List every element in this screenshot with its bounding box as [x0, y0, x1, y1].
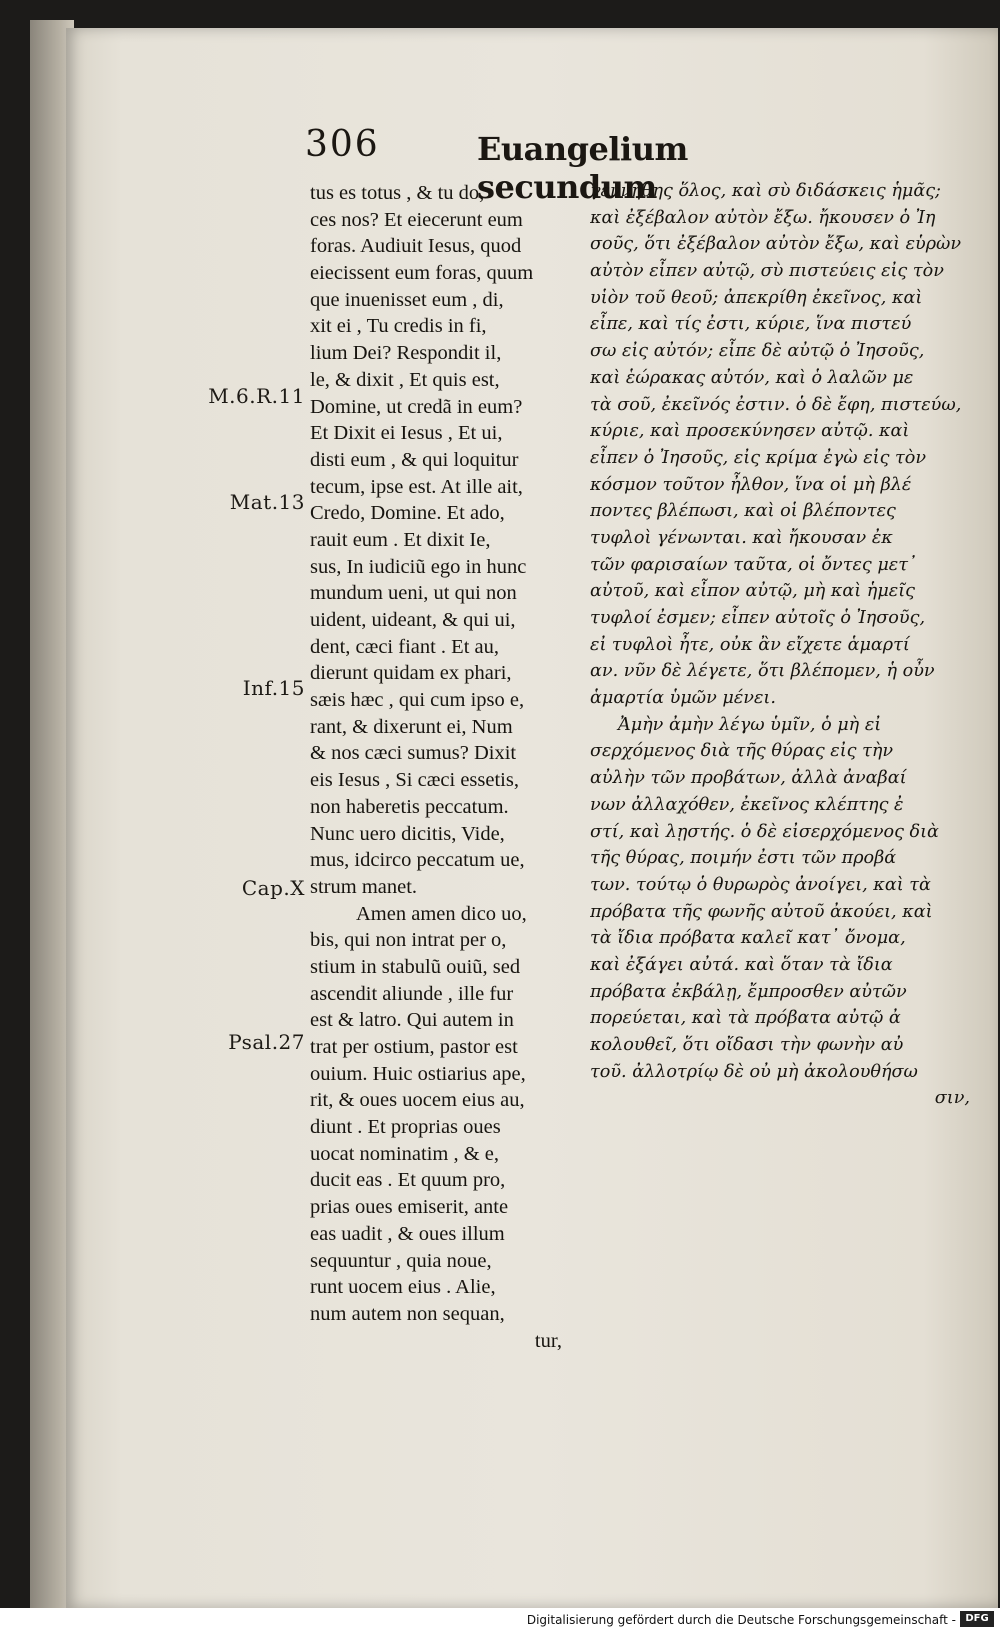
latin-line: tur, [534, 1329, 562, 1352]
latin-line: runt uocem eius . Alie, [310, 1276, 496, 1299]
margin-note: M.6.R.11 [208, 384, 305, 408]
page-number: 306 [305, 124, 380, 165]
greek-line: πορεύεται, καὶ τὰ πρόβατα αὐτῷ ἀ [590, 1008, 901, 1029]
latin-line: & nos cæci sumus? Dixit [310, 742, 517, 765]
greek-line: καὶ ἑώρακας αὐτόν, καὶ ὁ λαλῶν με [590, 367, 914, 388]
latin-line: ces nos? Et eiecerunt eum [310, 208, 523, 231]
latin-line: le, & dixit , Et quis est, [310, 368, 500, 391]
latin-line: num autem non sequan, [310, 1302, 505, 1325]
running-title: Euangelium secundum [477, 130, 688, 206]
funding-note: Digitalisierung gefördert durch die Deutsche Forschungsgemeinschaft - [526, 1613, 956, 1627]
latin-line: tecum, ipse est. At ille ait, [310, 475, 523, 498]
greek-line: στί, καὶ λῃστής. ὁ δὲ εἰσερχόμενος διὰ [590, 821, 939, 842]
latin-line: Et Dixit ei Iesus , Et ui, [310, 422, 503, 445]
greek-line: τῶν φαρισαίων ταῦτα, οἱ ὄντες μετ᾽ [590, 554, 917, 575]
latin-line: non haberetis peccatum. [310, 795, 509, 818]
latin-line: mundum ueni, ut qui non [310, 582, 517, 605]
latin-line: eas uadit , & oues illum [310, 1222, 505, 1245]
latin-line: tus es totus , & tu do, [310, 182, 485, 204]
greek-line: τὰ ἴδια πρόβατα καλεῖ κατ᾽ ὄνομα, [590, 928, 906, 949]
greek-column [590, 178, 970, 1112]
greek-line: τυφλοὶ γένωνται. καὶ ἤκουσαν ἐκ [590, 527, 893, 548]
greek-line: τὰ σοῦ, ἐκεῖνός ἐστιν. ὁ δὲ ἔφη, πιστεύω, [590, 394, 962, 415]
greek-line: σοῦς, ὅτι ἐξέβαλον αὐτὸν ἔξω, καὶ εὑρὼν [590, 234, 962, 255]
greek-line: Ἀμὴν ἀμὴν λέγω ὑμῖν, ὁ μὴ εἰ [618, 714, 882, 735]
margin-note: Mat.13 [229, 490, 305, 514]
latin-line: que inuenisset eum , di, [310, 288, 504, 311]
latin-line: rit, & oues uocem eius au, [310, 1089, 525, 1112]
greek-line: τῆς θύρας, ποιμήν ἐστι τῶν προβά [590, 848, 897, 869]
latin-line: rauit eum . Et dixit Ie, [310, 528, 491, 551]
greek-line: των. τούτῳ ὁ θυρωρὸς ἀνοίγει, καὶ τὰ [590, 874, 931, 895]
latin-line: foras. Audiuit Iesus, quod [310, 235, 522, 258]
latin-line: est & latro. Qui autem in [310, 1009, 514, 1032]
latin-line: Domine, ut credã in eum? [310, 395, 523, 418]
greek-line: εἶπεν ὁ Ἰησοῦς, εἰς κρίμα ἐγὼ εἰς τὸν [590, 447, 927, 468]
latin-line: sus, In iudiciũ ego in hunc [310, 555, 527, 578]
greek-line: γεννήθης ὅλος, καὶ σὺ διδάσκεις ἡμᾶς; [590, 181, 941, 201]
latin-line: dent, cæci fiant . Et au, [310, 635, 499, 658]
margin-note: Inf.15 [242, 676, 305, 700]
latin-line: sequuntur , quia noue, [310, 1249, 492, 1272]
greek-line: τοῦ. ἀλλοτρίῳ δὲ οὐ μὴ ἀκολουθήσω [590, 1061, 918, 1082]
greek-line: καὶ ἐξέβαλον αὐτὸν ἔξω. ἤκουσεν ὁ Ἰη [590, 207, 936, 228]
greek-line: κολουθεῖ, ὅτι οἴδασι τὴν φωνὴν αὐ [590, 1035, 904, 1055]
margin-note: Psal.27 [228, 1030, 305, 1054]
latin-line: sæis hæc , qui cum ipso e, [310, 689, 525, 712]
greek-line: σω εἰς αὐτόν; εἶπε δὲ αὐτῷ ὁ Ἰησοῦς, [590, 341, 925, 362]
greek-line: αὐτοῦ, καὶ εἶπον αὐτῷ, μὴ καὶ ἡμεῖς [590, 581, 915, 602]
greek-line: νων ἀλλαχόθεν, ἐκεῖνος κλέπτης ἐ [590, 794, 904, 815]
margin-note: Cap.X [241, 876, 305, 900]
latin-line: bis, qui non intrat per o, [310, 929, 507, 952]
latin-line: trat per ostium, pastor est [310, 1036, 518, 1058]
greek-line: κύριε, καὶ προσεκύνησεν αὐτῷ. καὶ [590, 421, 910, 442]
digitization-footer [0, 1608, 1000, 1632]
latin-line: ouium. Huic ostiarius ape, [310, 1062, 526, 1085]
latin-line: xit ei , Tu credis in fi, [310, 315, 487, 338]
greek-line: εἰ τυφλοὶ ἦτε, οὐκ ἂν εἴχετε ἁμαρτί [590, 634, 910, 655]
greek-line: κόσμον τοῦτον ἦλθον, ἵνα οἱ μὴ βλέ [590, 474, 912, 495]
latin-line: eiecissent eum foras, quum [310, 262, 534, 285]
greek-line: αν. νῦν δὲ λέγετε, ὅτι βλέπομεν, ἡ οὖν [590, 661, 935, 682]
greek-line: ἁμαρτία ὑμῶν μένει. [590, 688, 776, 709]
greek-line: υἱὸν τοῦ θεοῦ; ἀπεκρίθη ἐκεῖνος, καὶ [590, 287, 923, 308]
latin-line: mus, idcirco peccatum ue, [310, 849, 525, 872]
latin-line: prias oues emiserit, ante [310, 1196, 509, 1219]
latin-line: ascendit aliunde , ille fur [310, 982, 514, 1005]
latin-line: ducit eas . Et quum pro, [310, 1169, 506, 1192]
latin-line: disti eum , & qui loquitur [310, 448, 519, 471]
greek-line: πρόβατα ἐκβάλῃ, ἔμπροσθεν αὐτῶν [590, 981, 907, 1002]
latin-line: strum manet. [310, 875, 418, 898]
latin-column [310, 180, 562, 1354]
greek-line: αὐτὸν εἶπεν αὐτῷ, σὺ πιστεύεις εἰς τὸν [590, 261, 944, 282]
latin-line: dierunt quidam ex phari, [310, 662, 512, 685]
latin-line: rant, & dixerunt ei, Num [310, 715, 513, 738]
latin-line: Amen amen dico uo, [356, 902, 527, 925]
greek-line: εἶπε, καὶ τίς ἐστι, κύριε, ἵνα πιστεύ [590, 314, 912, 335]
latin-line: eis Iesus , Si cæci essetis, [310, 769, 519, 792]
greek-line: αὐλὴν τῶν προβάτων, ἀλλὰ ἀναβαί [590, 768, 907, 789]
latin-line: diunt . Et proprias oues [310, 1116, 501, 1139]
latin-line: stium in stabulũ ouiũ, sed [310, 955, 521, 978]
latin-line: uident, uideant, & qui ui, [310, 609, 516, 631]
greek-line: καὶ ἐξάγει αὐτά. καὶ ὅταν τὰ ἴδια [590, 954, 893, 975]
latin-line: Nunc uero dicitis, Vide, [310, 822, 505, 845]
greek-line: σιν, [934, 1088, 970, 1109]
greek-line: πρόβατα τῆς φωνῆς αὐτοῦ ἀκούει, καὶ [590, 901, 933, 922]
latin-line: Credo, Domine. Et ado, [310, 502, 505, 525]
dfg-logo-icon: DFG [960, 1611, 994, 1627]
greek-line: ποντες βλέπωσι, καὶ οἱ βλέποντες [590, 501, 896, 522]
latin-line: uocat nominatim , & e, [310, 1142, 500, 1165]
greek-line: τυφλοί ἐσμεν; εἶπεν αὐτοῖς ὁ Ἰησοῦς, [590, 608, 926, 628]
latin-line: lium Dei? Respondit il, [310, 342, 502, 365]
greek-line: σερχόμενος διὰ τῆς θύρας εἰς τὴν [590, 741, 894, 762]
